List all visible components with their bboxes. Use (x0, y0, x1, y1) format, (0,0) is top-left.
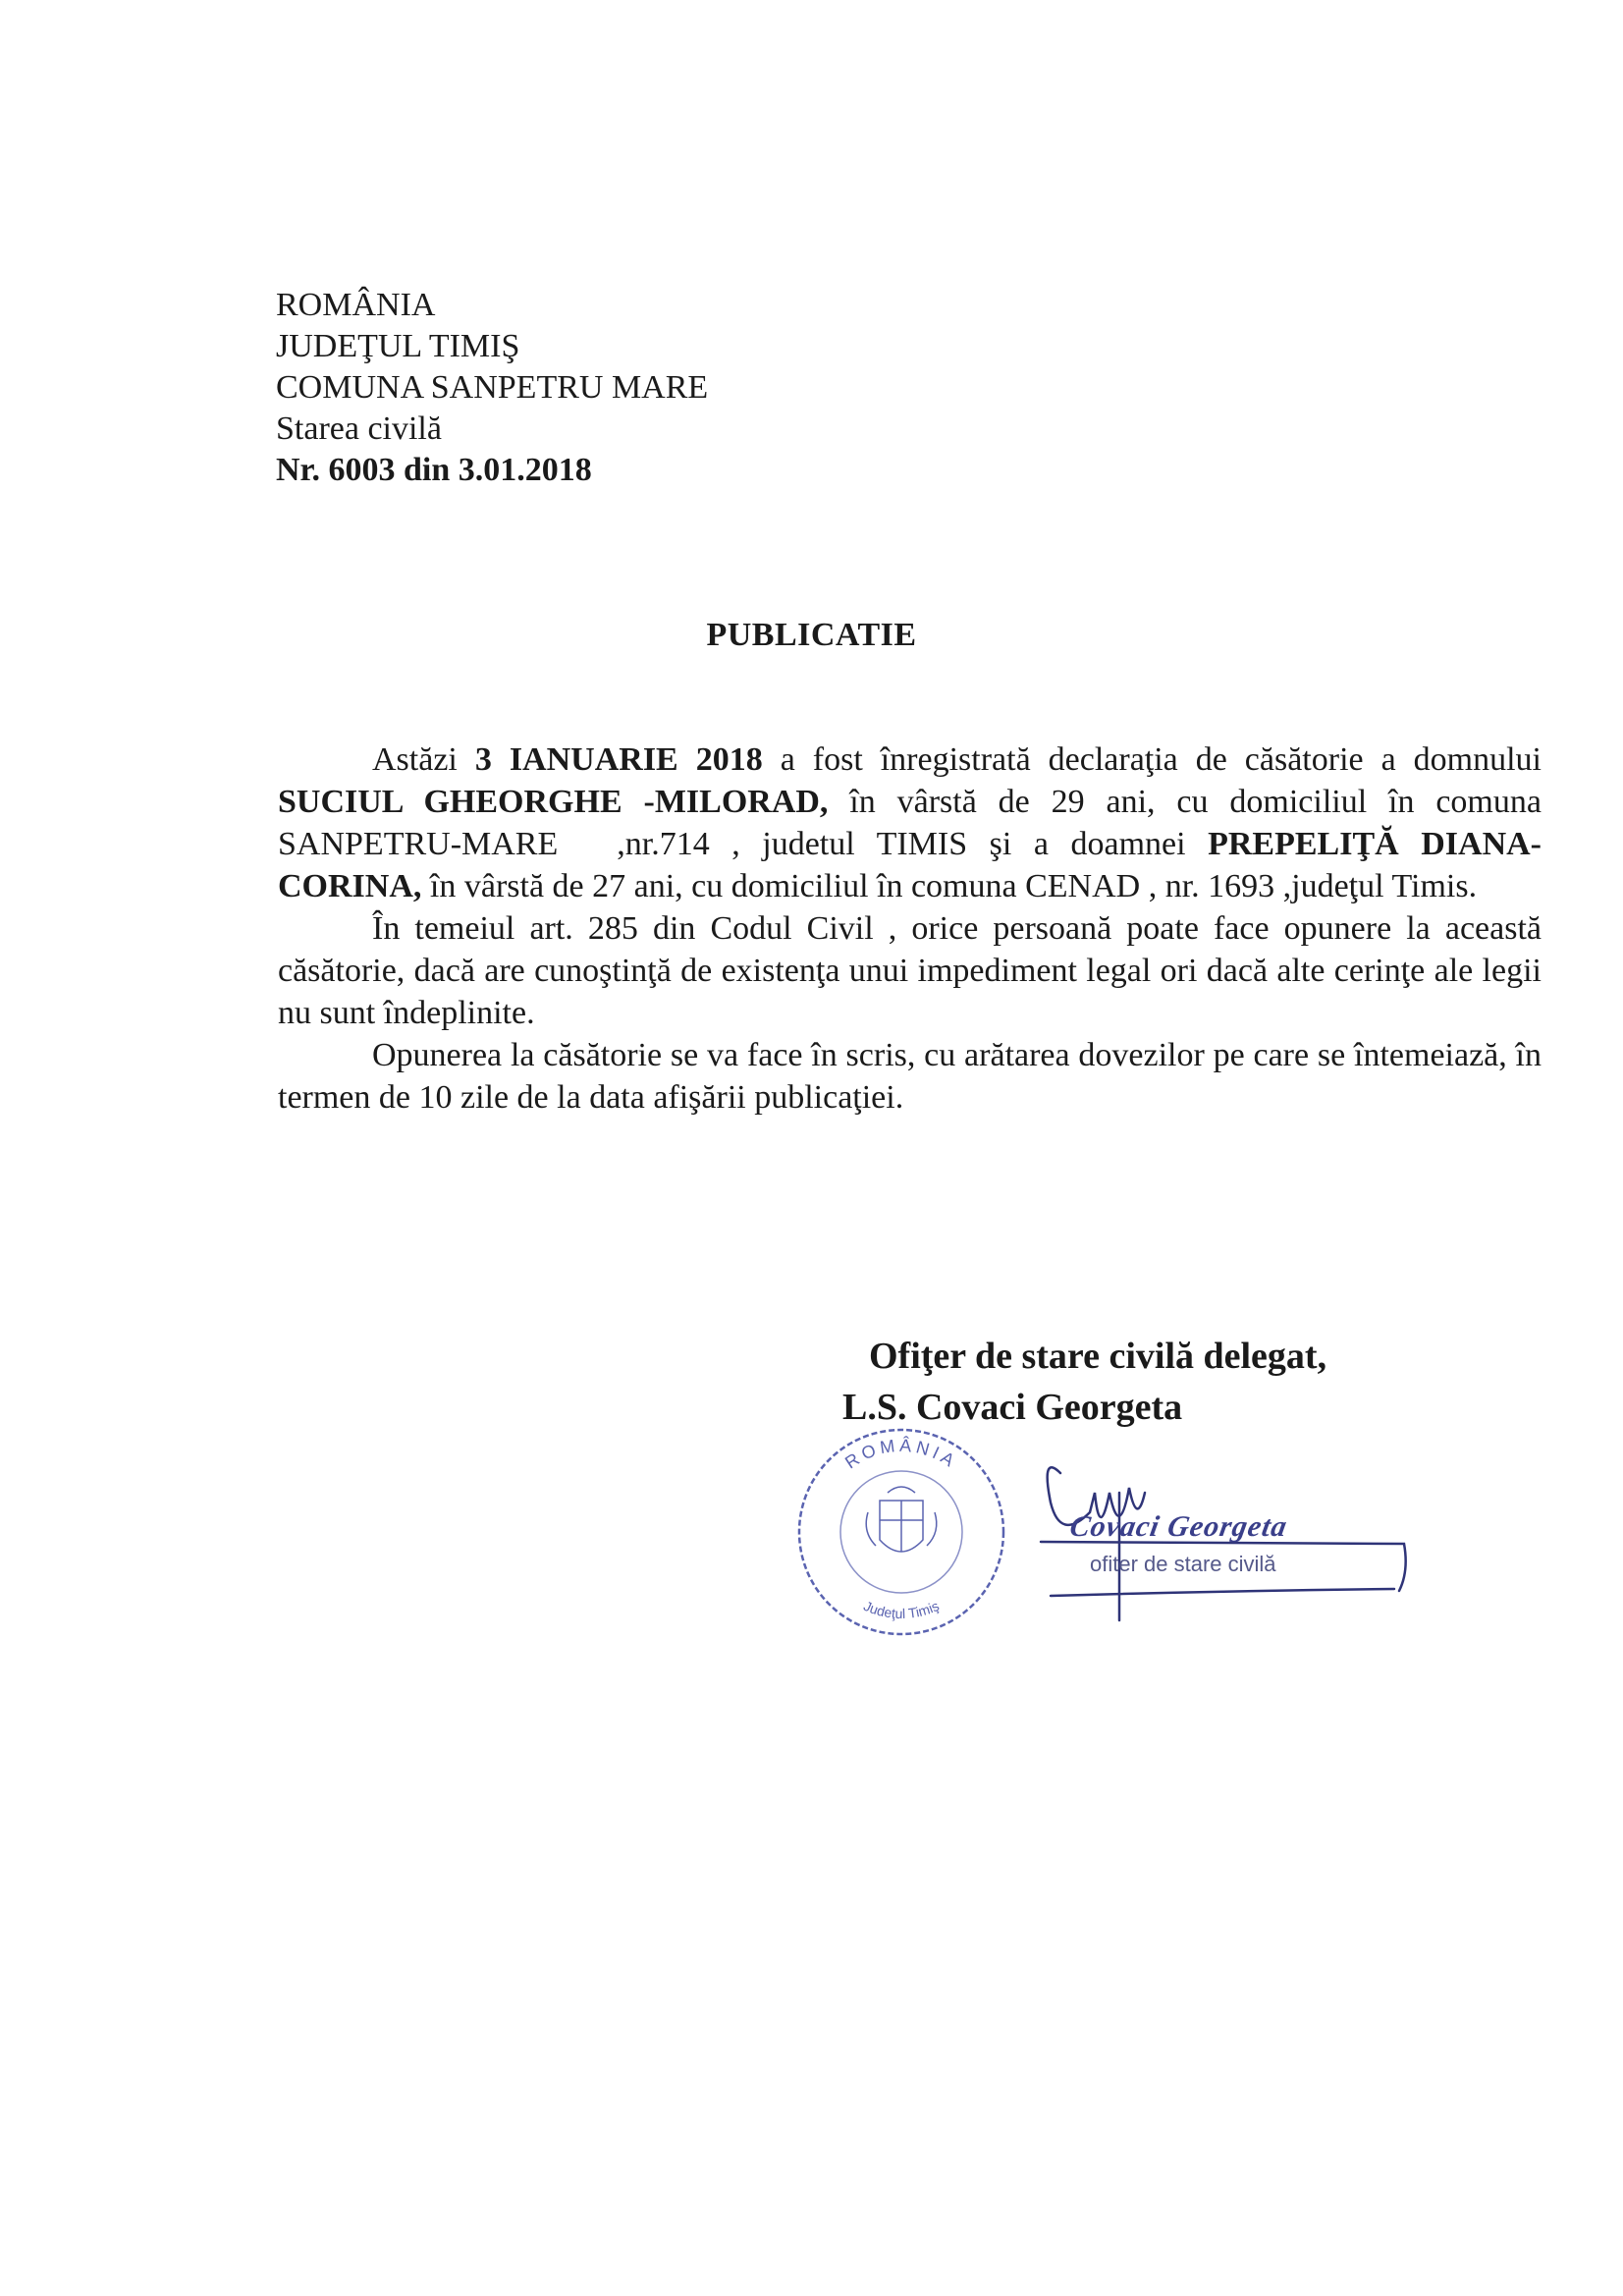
officer-role: Ofiţer de stare civilă delegat, (869, 1336, 1327, 1377)
paragraph-declaration (278, 738, 1542, 907)
signature-stamp-name: Covaci Georgeta (1067, 1510, 1290, 1543)
text-span: în vârstă de 27 ani, cu domiciliul în comuna CENAD , nr. 1693 ,judeţul Timis. (421, 868, 1478, 904)
coat-of-arms-icon (866, 1487, 937, 1552)
groom-name: SUCIUL GHEORGHE -MILORAD, (278, 784, 829, 820)
paragraph-legal-basis: În temeiul art. 285 din Codul Civil , orice persoană poate face opunere la această căsătorie, dacă are cunoştinţă de existenţa unui impediment legal ori dacă alte cerinţe ale legii nu sunt îndeplinite. (278, 910, 1542, 1031)
text-span: Astăzi (372, 741, 475, 778)
svg-text:Judeţul Timiş (861, 1598, 941, 1621)
header-country: ROMÂNIA (276, 287, 436, 323)
paragraph-opposition: Opunerea la căsătorie se va face în scris, cu arătarea dovezilor pe care se întemeiază, în termen de 10 zile de la data afişării publicaţiei. (278, 1037, 1542, 1116)
officer-name: L.S. Covaci Georgeta (842, 1387, 1183, 1428)
declaration-date: 3 IANUARIE 2018 (474, 741, 763, 778)
header-office: Starea civilă (276, 410, 442, 447)
signature-stamp-title: ofiter de stare civilă (1090, 1552, 1276, 1576)
text-span: a fost înregistrată declaraţia de căsătorie a domnului (762, 741, 1542, 778)
header-commune: COMUNA SANPETRU MARE (276, 369, 709, 406)
document-body (278, 738, 1542, 1119)
text-span: în vârstă de 29 ani, cu domiciliul în comuna SANPETRU-MARE (278, 784, 1542, 862)
official-stamp (793, 1424, 1009, 1640)
signature-block (842, 1331, 1326, 1433)
document-title: PUBLICATIE (706, 617, 917, 653)
svg-text:ROMÂNIA (841, 1436, 961, 1473)
bride-name: PREPELIŢĂ DIANA-CORINA, (278, 826, 1542, 904)
header-registration-number: Nr. 6003 din 3.01.2018 (276, 452, 592, 488)
stamp-top-text: ROMÂNIA (841, 1435, 961, 1473)
document-header (276, 285, 708, 491)
text-span: ,nr.714 , judetul TIMIS şi a doamnei (617, 826, 1209, 862)
stamp-bottom-text: Judeţul Timiş (861, 1597, 942, 1622)
header-county: JUDEŢUL TIMIŞ (276, 328, 520, 364)
